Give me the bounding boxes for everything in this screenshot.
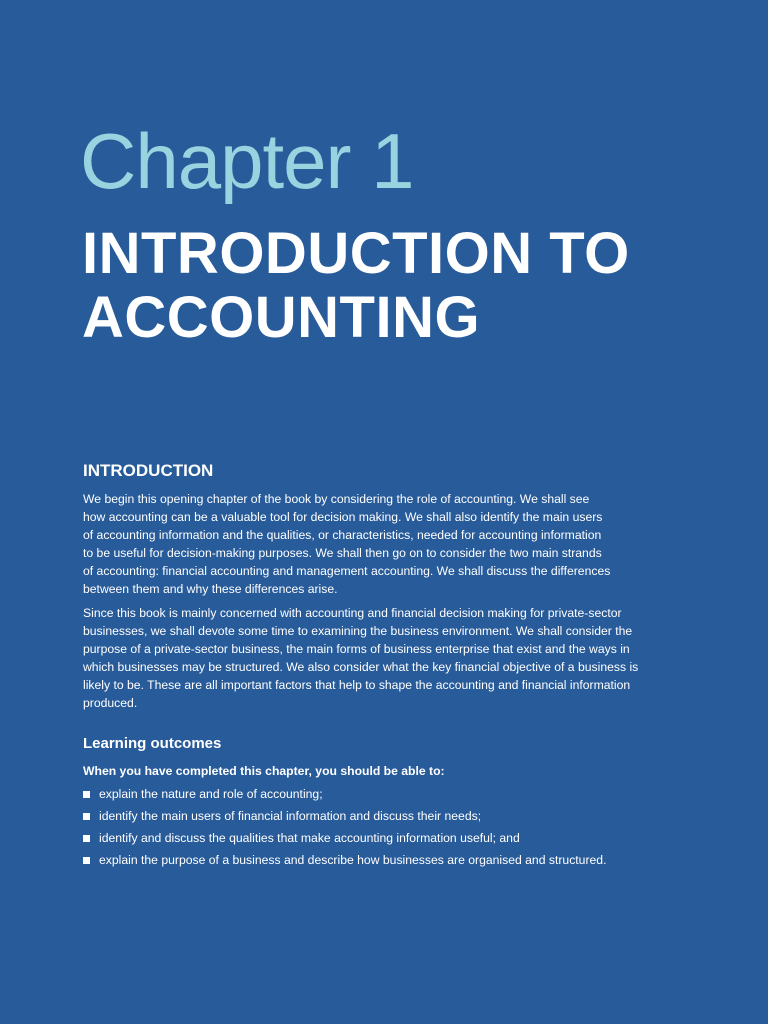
paragraph-line: We begin this opening chapter of the book by considering the role of accounting. We shall see bbox=[83, 492, 590, 506]
paragraph-line: between them and why these differences arise. bbox=[83, 582, 338, 596]
list-item bbox=[83, 827, 703, 849]
learning-outcomes-section bbox=[83, 734, 703, 871]
learning-outcomes-list bbox=[83, 783, 703, 871]
list-item-text: identify the main users of financial information and discuss their needs; bbox=[99, 809, 482, 823]
square-bullet-icon bbox=[83, 857, 90, 864]
learning-outcomes-heading: Learning outcomes bbox=[83, 735, 222, 752]
list-item bbox=[83, 849, 703, 871]
introduction-section bbox=[83, 460, 683, 718]
paragraph-line: Since this book is mainly concerned with accounting and financial decision making for private-sector bbox=[83, 606, 622, 620]
paragraph-line: how accounting can be a valuable tool for decision making. We shall also identify the main users bbox=[83, 510, 603, 524]
chapter-number: Chapter 1 bbox=[80, 117, 414, 205]
paragraph-line: of accounting: financial accounting and management accounting. We shall discuss the differences bbox=[83, 564, 611, 578]
paragraph-line: of accounting information and the qualities, or characteristics, needed for accounting information bbox=[83, 528, 602, 542]
paragraph-line: purpose of a private-sector business, the main forms of business enterprise that exist and the ways in bbox=[83, 642, 630, 656]
introduction-heading: INTRODUCTION bbox=[83, 461, 214, 480]
square-bullet-icon bbox=[83, 835, 90, 842]
introduction-paragraph-2 bbox=[83, 604, 683, 712]
paragraph-line: businesses, we shall devote some time to examining the business environment. We shall consider the bbox=[83, 624, 633, 638]
paragraph-line: which businesses may be structured. We also consider what the key financial objective of a business is bbox=[83, 660, 639, 674]
chapter-title-line-1: INTRODUCTION TO bbox=[82, 221, 630, 286]
list-item bbox=[83, 805, 703, 827]
list-item-text: explain the nature and role of accounting; bbox=[99, 787, 323, 801]
list-item-text: explain the purpose of a business and describe how businesses are organised and structured. bbox=[99, 853, 607, 867]
introduction-paragraph-1 bbox=[83, 490, 683, 598]
chapter-title bbox=[82, 222, 722, 350]
list-item bbox=[83, 783, 703, 805]
paragraph-line: produced. bbox=[83, 696, 138, 710]
chapter-title-line-2: ACCOUNTING bbox=[82, 285, 481, 350]
paragraph-line: to be useful for decision-making purposes. We shall then go on to consider the two main strands bbox=[83, 546, 602, 560]
square-bullet-icon bbox=[83, 813, 90, 820]
paragraph-line: likely to be. These are all important factors that help to shape the accounting and financial information bbox=[83, 678, 631, 692]
list-item-text: identify and discuss the qualities that make accounting information useful; and bbox=[99, 831, 520, 845]
learning-outcomes-lead: When you have completed this chapter, you should be able to: bbox=[83, 764, 445, 778]
square-bullet-icon bbox=[83, 791, 90, 798]
